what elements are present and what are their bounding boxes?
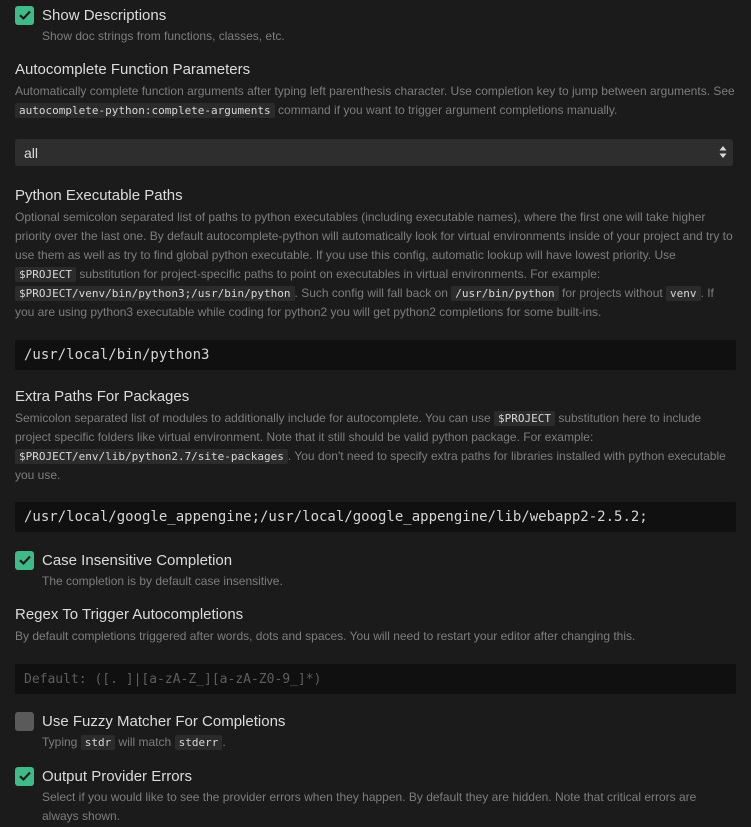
setting-show-descriptions bbox=[15, 4, 736, 46]
show-descriptions-checkbox[interactable] bbox=[15, 6, 34, 25]
command-code: autocomplete-python:complete-arguments bbox=[15, 103, 275, 118]
extra-paths-input[interactable]: /usr/local/google_appengine;/usr/local/google_appengine/lib/webapp2-2.5.2; bbox=[15, 502, 736, 532]
fuzzy-matcher-description: Typing stdr will match stderr . bbox=[42, 735, 226, 749]
setting-case-insensitive bbox=[15, 549, 736, 591]
python-paths-input[interactable]: /usr/local/bin/python3 bbox=[15, 340, 736, 370]
provider-errors-checkbox[interactable] bbox=[15, 767, 34, 786]
python-paths-description: Optional semicolon separated list of paths to python executables (including executable names), where the first one will take higher priority over the last one. By default autocomplete-python will automatically look for virtual environments inside of your project and try to use them as well as try to find global python executable. If you use this config, automatic lookup will have lowest priority. Use $PROJECT substitution for project-specific paths to point on executables in virtual environments. For example: $PROJECT/venv/bin/python3;/usr/bin/python . Such config will fall back on /usr/bin/python for projects without venv . If you are using python3 executable while coding for python2 you will get python2 completions for some built-ins. bbox=[15, 210, 733, 319]
setting-autocomplete-params bbox=[15, 60, 736, 120]
select-arrows-icon bbox=[719, 144, 727, 160]
select-value: all bbox=[24, 144, 39, 161]
case-insensitive-checkbox[interactable] bbox=[15, 551, 34, 570]
provider-errors-label[interactable]: Output Provider Errors bbox=[42, 767, 193, 785]
extra-paths-title: Extra Paths For Packages bbox=[15, 388, 190, 405]
provider-errors-description: Select if you would like to see the provider errors when they happen. By default they are hidden. Note that critical errors are always shown. bbox=[42, 790, 697, 823]
case-insensitive-description: The completion is by default case insensitive. bbox=[42, 574, 283, 588]
python-paths-title: Python Executable Paths bbox=[15, 187, 183, 204]
autocomplete-params-description: Automatically complete function arguments after typing left parenthesis character. Use completion key to jump between arguments. See autocomplete-python:complete-arguments command if you want to trigger argument completions manually. bbox=[15, 84, 735, 117]
checkmark-icon bbox=[18, 769, 32, 783]
setting-regex-trigger bbox=[15, 605, 736, 646]
setting-fuzzy-matcher bbox=[15, 710, 736, 752]
case-insensitive-label[interactable]: Case Insensitive Completion bbox=[42, 551, 233, 569]
fuzzy-matcher-label[interactable]: Use Fuzzy Matcher For Completions bbox=[42, 712, 286, 730]
regex-trigger-title: Regex To Trigger Autocompletions bbox=[15, 606, 244, 623]
setting-provider-errors bbox=[15, 765, 736, 826]
regex-trigger-description: By default completions triggered after words, dots and spaces. You will need to restart your editor after changing this. bbox=[15, 629, 636, 643]
setting-extra-paths bbox=[15, 387, 736, 485]
autocomplete-params-title: Autocomplete Function Parameters bbox=[15, 61, 251, 78]
extra-paths-description: Semicolon separated list of modules to additionally include for autocomplete. You can use $PROJECT substitution here to include project specific folders like virtual environment. Note that it still should be valid python package. For example: $PROJECT/env/lib/python2.7/site-packages . You don't need to specify extra paths for libraries installed with python executable you use. bbox=[15, 411, 726, 482]
show-descriptions-label[interactable]: Show Descriptions bbox=[42, 6, 167, 24]
setting-python-paths bbox=[15, 186, 736, 322]
autocomplete-params-select[interactable] bbox=[15, 139, 733, 166]
checkmark-icon bbox=[18, 8, 32, 22]
checkmark-icon bbox=[18, 553, 32, 567]
fuzzy-matcher-checkbox[interactable] bbox=[15, 712, 34, 731]
regex-trigger-input[interactable]: Default: ([. ]|[a-zA-Z_][a-zA-Z0-9_]*) bbox=[15, 664, 736, 694]
show-descriptions-description: Show doc strings from functions, classes, etc. bbox=[42, 29, 285, 43]
